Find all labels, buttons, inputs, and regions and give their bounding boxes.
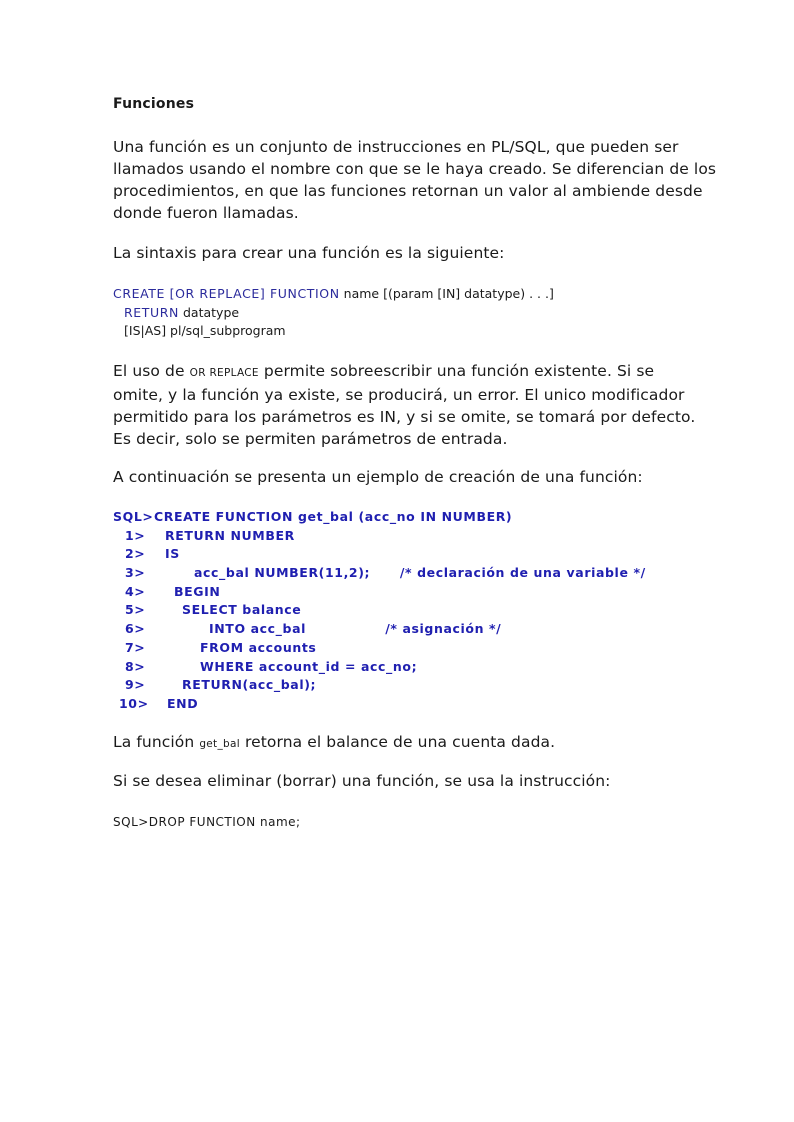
text: permite sobreescribir una función existente. Si se [258, 362, 655, 380]
code-line [113, 658, 713, 677]
line-number: 9> [125, 677, 146, 693]
code-text: WHERE account_id = acc_no; [200, 658, 418, 674]
inline-code: OR REPLACE [189, 367, 259, 379]
line-number: 6> [125, 621, 146, 637]
code-line [113, 545, 713, 564]
or-replace-line: Es decir, solo se permiten parámetros de entrada. [113, 430, 508, 448]
code-line [113, 695, 713, 714]
code-line [113, 639, 713, 658]
syntax-keyword: RETURN [124, 304, 180, 320]
intro-line: procedimientos, en que las funciones retornan un valor al ambiende desde [113, 182, 703, 200]
or-replace-line: omite, y la función ya existe, se producirá, un error. El unico modificador [113, 386, 685, 404]
syntax-text: name [(param [IN] datatype) . . .] [339, 286, 554, 301]
line-number: 7> [125, 639, 146, 655]
inline-code: get_bal [199, 738, 240, 750]
intro-line: donde fueron llamadas. [113, 204, 299, 222]
code-text: RETURN(acc_bal); [182, 677, 317, 693]
code-line [113, 583, 713, 602]
line-number: 5> [125, 602, 146, 618]
syntax-keyword: CREATE [OR REPLACE] FUNCTION [113, 286, 340, 301]
text: El uso de [113, 362, 190, 380]
code-text: acc_bal NUMBER(11,2); /* declaración de una variable */ [194, 565, 646, 581]
code-text: BEGIN [174, 583, 221, 599]
text: retorna el balance de una cuenta dada. [239, 733, 556, 751]
code-line [113, 620, 713, 639]
code-line [113, 527, 713, 546]
drop-intro: Si se desea eliminar (borrar) una función, se usa la instrucción: [113, 772, 611, 790]
intro-paragraph [113, 136, 716, 224]
syntax-intro: La sintaxis para crear una función es la siguiente: [113, 244, 505, 262]
code-line [113, 564, 713, 583]
code-text: SELECT balance [182, 602, 302, 618]
line-number: 4> [125, 583, 146, 599]
code-text: FROM accounts [200, 639, 317, 655]
syntax-block [113, 285, 554, 341]
syntax-line-2 [113, 304, 554, 323]
text: La función [113, 733, 200, 751]
code-line [113, 508, 713, 527]
code-line [113, 676, 713, 695]
example-intro: A continuación se presenta un ejemplo de creación de una función: [113, 468, 643, 486]
code-text: RETURN NUMBER [165, 527, 295, 543]
intro-line: llamados usando el nombre con que se le haya creado. Se diferencian de los [113, 160, 717, 178]
example-code-block [113, 508, 713, 714]
get-bal-paragraph [113, 731, 555, 755]
syntax-line-3: [IS|AS] pl/sql_subprogram [124, 323, 286, 338]
or-replace-paragraph [113, 360, 695, 450]
syntax-text: datatype [179, 304, 240, 320]
code-line [113, 601, 713, 620]
or-replace-line [113, 360, 695, 384]
code-text: INTO acc_bal /* asignación */ [209, 621, 502, 637]
drop-statement: SQL>DROP FUNCTION name; [113, 815, 301, 829]
line-number: 2> [125, 546, 146, 562]
line-number: 1> [125, 527, 146, 543]
line-number: 10> [119, 695, 149, 711]
code-text: CREATE FUNCTION get_bal (acc_no IN NUMBER) [154, 509, 513, 524]
code-text: END [167, 695, 199, 711]
or-replace-line: permitido para los parámetros es IN, y si se omite, se tomará por defecto. [113, 408, 696, 426]
line-prompt: SQL> [113, 509, 154, 524]
code-text: IS [165, 546, 180, 562]
section-heading: Funciones [113, 96, 195, 112]
syntax-line-1 [113, 285, 554, 304]
intro-line: Una función es un conjunto de instrucciones en PL/SQL, que pueden ser [113, 138, 679, 156]
line-number: 3> [125, 565, 146, 581]
line-number: 8> [125, 658, 146, 674]
